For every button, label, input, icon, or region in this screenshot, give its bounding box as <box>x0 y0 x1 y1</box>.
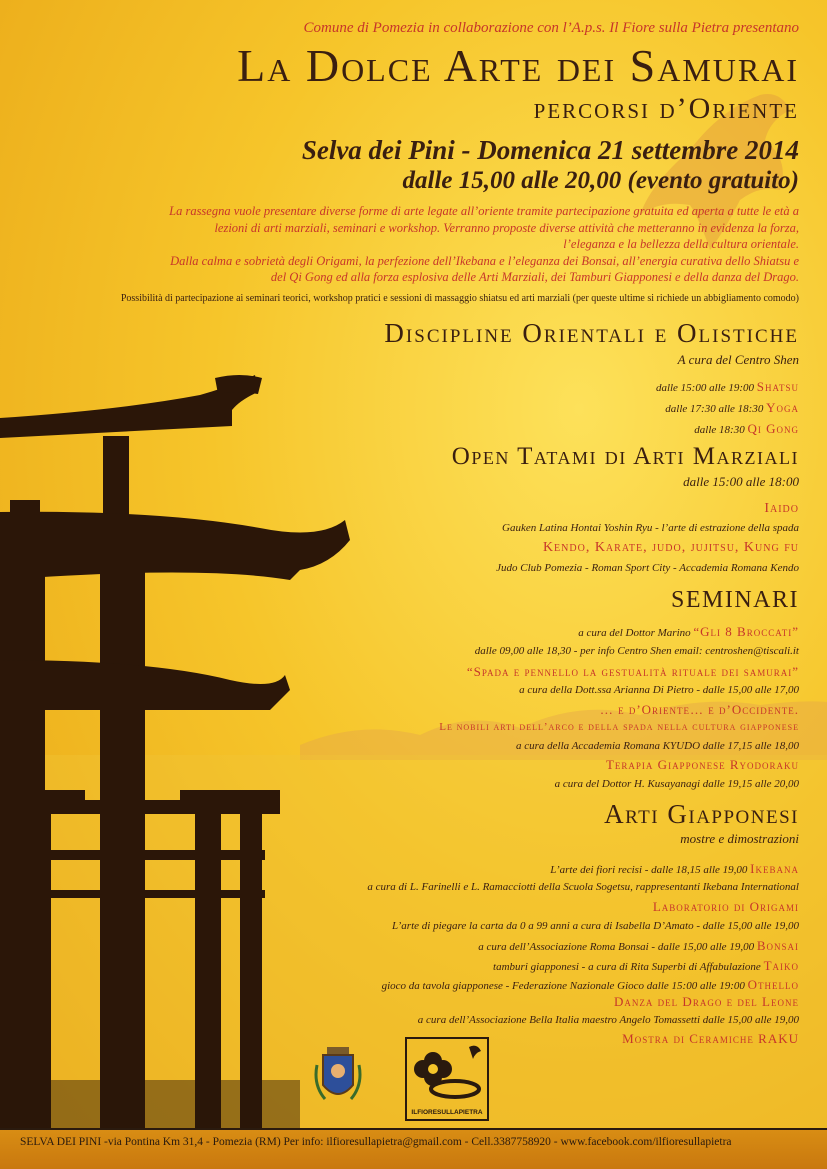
torii-top-beam-tip <box>215 375 262 394</box>
seminar-item: a cura del Dottor Marino “Gli 8 Broccati” <box>578 624 799 639</box>
intro-text <box>29 203 799 286</box>
discipline-curator: A cura del Centro Shen <box>677 352 799 367</box>
pomezia-coat-of-arms-icon <box>313 1045 363 1109</box>
arti-item: a cura dell’Associazione Roma Bonsai - dalle 15,00 alle 19,00 Bonsai <box>478 938 799 953</box>
torii-third-beam <box>0 660 290 710</box>
seminar-info: dalle 09,00 alle 18,30 - per info Centro Shen email: centroshen@tiscali.it <box>474 645 799 657</box>
footer-divider <box>0 1128 827 1130</box>
arti-info: a cura di L. Farinelli e L. Ramacciotti della Scuola Sogetsu, rappresentanti Ikebana International <box>367 881 799 893</box>
seminar-info: a cura del Dottor H. Kusayanagi dalle 19,15 alle 20,00 <box>554 778 799 790</box>
seminar-info: a cura della Accademia Romana KYUDO dalle 17,15 alle 18,00 <box>515 740 799 752</box>
page-subtitle: percorsi d’Oriente <box>533 92 799 125</box>
tatami-martial-arts: Kendo, Karate, judo, jujitsu, Kung fu <box>542 540 799 555</box>
torii-second-beam <box>0 512 350 580</box>
seminar-subtitle: Le nobili arti dell’arco e della spada nella cultura giapponese <box>439 721 799 733</box>
page-title: La Dolce Arte dei Samurai <box>237 40 799 91</box>
seminar-title: Terapia Giapponese Ryodoraku <box>605 757 799 772</box>
section-title-tatami: Open Tatami di Arti Marziali <box>451 443 799 470</box>
arti-title: Danza del Drago e del Leone <box>614 994 799 1009</box>
torii-center-post <box>103 436 129 516</box>
section-title-seminari: SEMINARI <box>670 587 799 613</box>
tatami-clubs: Judo Club Pomezia - Roman Sport City - Accademia Romana Kendo <box>496 562 799 574</box>
arti-subtitle: mostre e dimostrazioni <box>680 831 799 846</box>
arti-title: Mostra di Ceramiche RAKU <box>622 1031 799 1046</box>
intro-line: del Qi Gong ed alla forza esplosiva delle Arti Marziali, dei Tamburi Giapponesi e della danza del Drago. <box>270 270 799 284</box>
arti-item: gioco da tavola giapponese - Federazione Nazionale Gioco dalle 15:00 alle 19:00 Othello <box>381 977 799 992</box>
section-title-arti: Arti Giapponesi <box>604 799 799 829</box>
footer-contact: SELVA DEI PINI -via Pontina Km 31,4 - Pomezia (RM) Per info: ilfioresullapietra@gmail.com - Cell.3387758920 - www.facebook.com/ilfioresullapietra <box>20 1136 732 1148</box>
presenter-line: Comune di Pomezia in collaborazione con l’A.p.s. Il Fiore sulla Pietra presentano <box>303 20 799 36</box>
arti-item: L’arte dei fiori recisi - dalle 18,15 alle 19,00 Ikebana <box>550 861 799 876</box>
arti-info: L’arte di piegare la carta da 0 a 99 anni a cura di Isabella D’Amato - dalle 15,00 alle 19,00 <box>391 920 799 932</box>
seminar-title: “Spada e pennello la gestualità rituale dei samurai” <box>466 664 799 679</box>
event-hours: dalle 15,00 alle 20,00 (evento gratuito) <box>402 167 799 194</box>
fiore-sulla-pietra-logo <box>405 1037 489 1121</box>
footer-bar <box>0 1128 827 1169</box>
discipline-item: dalle 15:00 alle 19:00 Shatsu <box>655 379 799 394</box>
logo-text: ILFIORESULLAPIETRA <box>411 1109 483 1116</box>
section-title-discipline: Discipline Orientali e Olistiche <box>384 318 799 348</box>
torii-small-block <box>10 500 40 520</box>
torii-lower-beam <box>0 800 280 814</box>
tatami-iaido-desc: Gauken Latina Hontai Yoshin Ryu - l’arte di estrazione della spada <box>502 522 799 534</box>
torii-right-pillar <box>100 520 145 1140</box>
intro-note: Possibilità di partecipazione ai seminari teorici, workshop pratici e sessioni di massaggio shiatsu ed arti marziali (per queste ultime si richiede un abbigliamento comodo) <box>120 293 799 304</box>
seminar-info: a cura della Dott.ssa Arianna Di Pietro - dalle 15,00 alle 17,00 <box>519 684 799 696</box>
tatami-iaido: Iaido <box>764 501 799 516</box>
intro-line: l’eleganza e la bellezza della cultura orientale. <box>563 237 799 251</box>
arti-title: Laboratorio di Origami <box>652 899 799 914</box>
flower-icon <box>407 1039 487 1105</box>
seminar-title: … e d’Oriente… e d’Occidente. <box>599 702 799 717</box>
discipline-item: dalle 17:30 alle 18:30 Yoga <box>665 400 799 415</box>
intro-line: Dalla calma e sobrietà degli Origami, la perfezione dell’Ikebana e l’eleganza dei Bonsai, all’energia curativa dello Shiatsu e <box>170 253 799 268</box>
event-place-date: Selva dei Pini - Domenica 21 settembre 2014 <box>301 135 799 165</box>
tatami-time: dalle 15:00 alle 18:00 <box>683 474 799 489</box>
arti-item: tamburi giapponesi - a cura di Rita Superbi di Affabulazione Taiko <box>493 958 799 973</box>
intro-line: La rassegna vuole presentare diverse forme di arte legate all’oriente tramite partecipazione gratuita ed aperta a tutte le età a <box>169 204 799 218</box>
arti-info: a cura dell’Associazione Bella Italia maestro Angelo Tomassetti dalle 15,00 alle 19,00 <box>417 1014 799 1026</box>
discipline-item: dalle 18:30 Qi Gong <box>694 421 799 436</box>
intro-line: lezioni di arti marziali, seminari e workshop. Verranno proposte diverse attività che metteranno in evidenza la forza, <box>214 220 799 235</box>
